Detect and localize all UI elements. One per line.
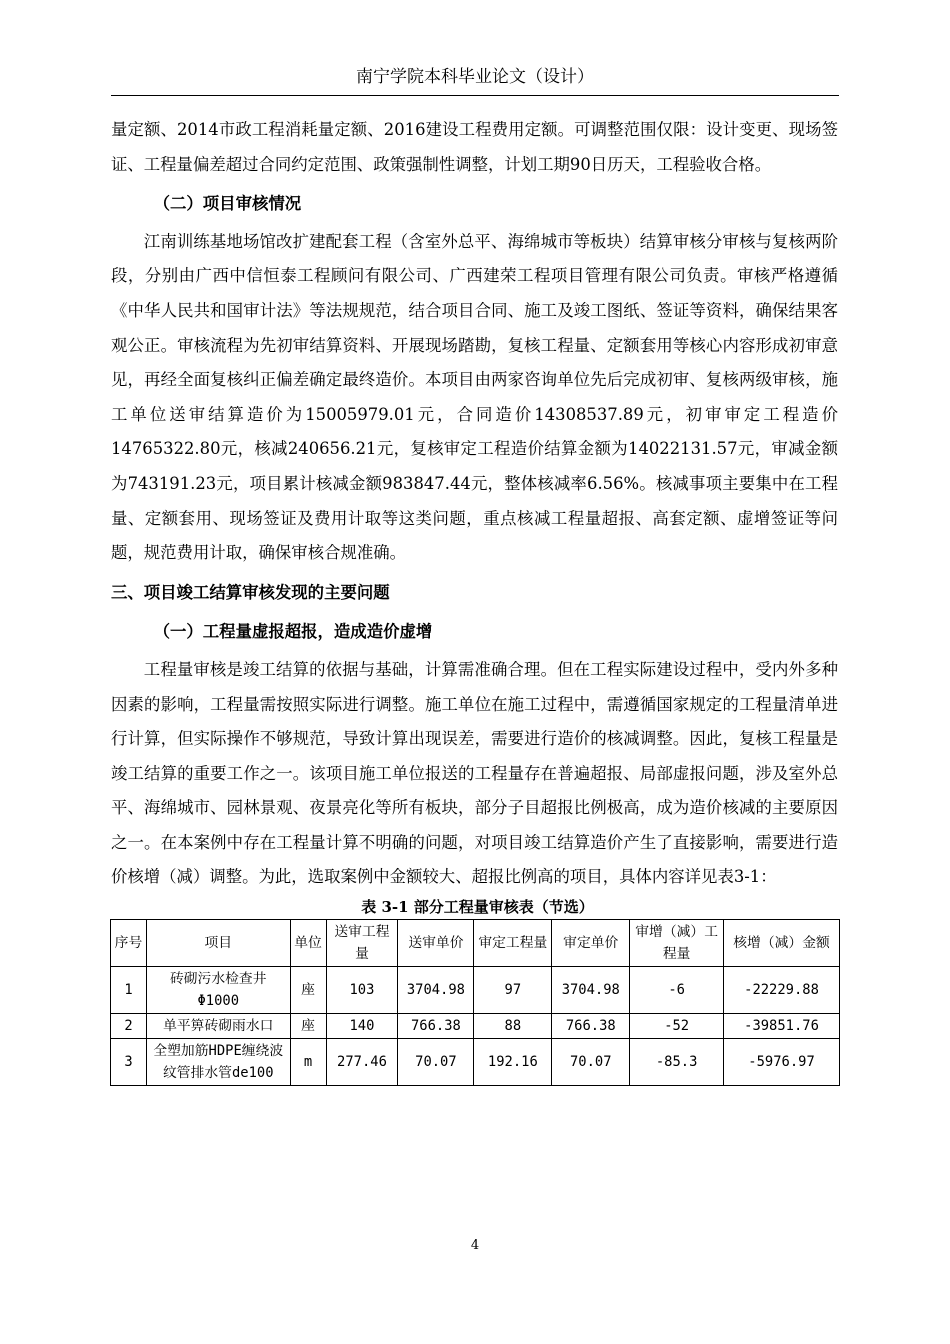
cell-approved-price: 3704.98	[552, 967, 630, 1014]
cell-unit: 座	[290, 967, 326, 1014]
header-unit: 单位	[290, 920, 326, 967]
cell-amount-change: -39851.76	[724, 1014, 840, 1039]
cell-item: 单平箅砖砌雨水口	[146, 1014, 290, 1039]
header-submitted-qty: 送审工程量	[326, 920, 398, 967]
paragraph-quantity-overreport: 工程量审核是竣工结算的依据与基础，计算需准确合理。但在工程实际建设过程中，受内外多种因素的影响，工程量需按照实际进行调整。施工单位在施工过程中，需遵循国家规定的工程量清单进行计算，但实际操作不够规范，导致计算出现误差，需要进行造价的核减调整。因此，复核工程量是竣工结算的重要工作之一。该项目施工单位报送的工程量存在普遍超报、局部虚报问题，涉及室外总平、海绵城市、园林景观、夜景亮化等所有板块，部分子目超报比例极高，成为造价核减的主要原因之一。在本案例中存在工程量计算不明确的问题，对项目竣工结算造价产生了直接影响，需要进行造价核增（减）调整。为此，选取案例中金额较大、超报比例高的项目，具体内容详见表3-1：	[111, 659, 838, 887]
header-approved-price: 审定单价	[552, 920, 630, 967]
cell-submitted-qty: 140	[326, 1014, 398, 1039]
header-approved-qty: 审定工程量	[474, 920, 552, 967]
paragraph-contract-terms: 量定额、2014市政工程消耗量定额、2016建设工程费用定额。可调整范围仅限：设计变更、现场签证、工程量偏差超过合同约定范围、政策强制性调整，计划工期90日历天，工程验收合格。	[111, 120, 838, 174]
quantity-audit-table	[110, 919, 840, 1086]
cell-index: 1	[111, 967, 147, 1014]
chapter-heading-main-issues: 三、项目竣工结算审核发现的主要问题	[111, 582, 390, 602]
table-row	[111, 1014, 840, 1039]
header-amount-change: 核增（减）金额	[724, 920, 840, 967]
paragraph-audit-status: 江南训练基地场馆改扩建配套工程（含室外总平、海绵城市等板块）结算审核分审核与复核两阶段，分别由广西中信恒泰工程顾问有限公司、广西建荣工程项目管理有限公司负责。审核严格遵循《中华人民共和国审计法》等法规规范，结合项目合同、施工及竣工图纸、签证等资料，确保结果客观公正。审核流程为先初审结算资料、开展现场踏勘，复核工程量、定额套用等核心内容形成初审意见，再经全面复核纠正偏差确定最终造价。本项目由两家咨询单位先后完成初审、复核两级审核，施工单位送审结算造价为15005979.01元，合同造价14308537.89元，初审审定工程造价14765322.80元，核减240656.21元，复核审定工程造价结算金额为14022131.57元，审减金额为743191.23元，项目累计核减金额983847.44元，整体核减率6.56%。核减事项主要集中在工程量、定额套用、现场签证及费用计取等这类问题，重点核减工程量超报、高套定额、虚增签证等问题，规范费用计取，确保审核合规准确。	[111, 231, 838, 563]
cell-submitted-qty: 277.46	[326, 1039, 398, 1086]
table-row	[111, 1039, 840, 1086]
section-heading-audit-status: （二）项目审核情况	[153, 194, 302, 214]
cell-qty-change: -52	[630, 1014, 724, 1039]
cell-amount-change: -22229.88	[724, 967, 840, 1014]
cell-approved-price: 70.07	[552, 1039, 630, 1086]
header-index: 序号	[111, 920, 147, 967]
cell-approved-qty: 97	[474, 967, 552, 1014]
header-submitted-price: 送审单价	[398, 920, 474, 967]
cell-index: 2	[111, 1014, 147, 1039]
cell-unit: 座	[290, 1014, 326, 1039]
cell-qty-change: -85.3	[630, 1039, 724, 1086]
page-number: 4	[470, 1238, 480, 1253]
cell-approved-qty: 192.16	[474, 1039, 552, 1086]
cell-submitted-price: 766.38	[398, 1014, 474, 1039]
header-qty-change: 审增（减）工程量	[630, 920, 724, 967]
cell-index: 3	[111, 1039, 147, 1086]
page-header: 南宁学院本科毕业论文（设计）	[111, 62, 839, 96]
cell-approved-qty: 88	[474, 1014, 552, 1039]
cell-unit: m	[290, 1039, 326, 1086]
cell-qty-change: -6	[630, 967, 724, 1014]
cell-submitted-price: 3704.98	[398, 967, 474, 1014]
cell-item: 全塑加筋HDPE缠绕波纹管排水管de100	[146, 1039, 290, 1086]
header-item: 项目	[146, 920, 290, 967]
table-caption: 表 3-1 部分工程量审核表（节选）	[361, 898, 594, 917]
cell-amount-change: -5976.97	[724, 1039, 840, 1086]
cell-item: 砖砌污水检查井Φ1000	[146, 967, 290, 1014]
page-body	[111, 113, 838, 1086]
cell-submitted-qty: 103	[326, 967, 398, 1014]
table-header-row	[111, 920, 840, 967]
section-heading-quantity-overreport: （一）工程量虚报超报，造成造价虚增	[153, 622, 433, 642]
cell-submitted-price: 70.07	[398, 1039, 474, 1086]
table-row	[111, 967, 840, 1014]
cell-approved-price: 766.38	[552, 1014, 630, 1039]
